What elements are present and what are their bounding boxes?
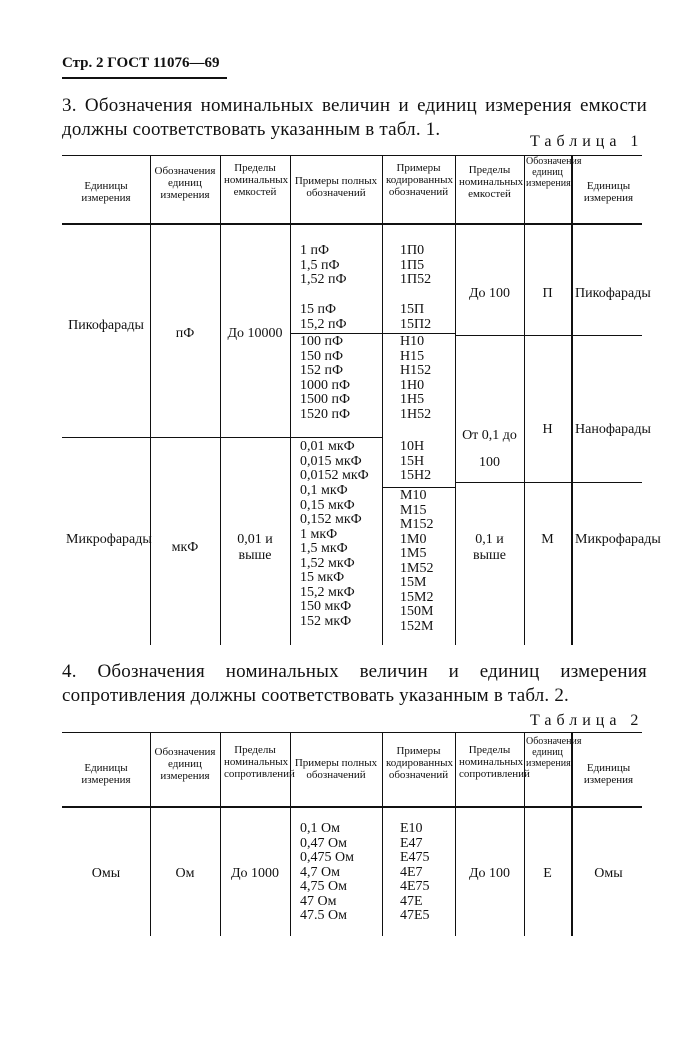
t1-unit-p: Пикофарады (575, 286, 651, 301)
t1-limit-micro: 0,01 и выше (237, 532, 273, 563)
list-item: 47Е5 (400, 908, 430, 923)
list-item: 15П2 (400, 316, 432, 332)
header-rule (62, 77, 227, 79)
list-item: 1000 пФ (300, 377, 351, 393)
t2-unit: Омы (91, 866, 121, 881)
t2-header-symbol: Обозначения единиц измерения (154, 746, 216, 782)
list-item: М15 (400, 502, 427, 518)
list-item: 15М (400, 575, 427, 590)
list-item: 4,7 Ом (300, 864, 340, 880)
table-2-top-rule (62, 732, 642, 733)
t2-unit-2: Омы (594, 866, 623, 881)
t1-header-units-2: Единицы измерения (583, 180, 634, 204)
t2-limit: До 1000 (230, 866, 280, 881)
list-item: 1Н5 (400, 392, 425, 407)
t1-unit-m: Микрофарады (575, 532, 661, 547)
list-item: Е47 (400, 835, 423, 851)
list-item: Е10 (400, 821, 423, 836)
t1-coded-list-p-a (400, 244, 431, 288)
list-item: 47 Ом (300, 893, 337, 909)
t1-header-symbol: Обозначения единиц измерения (154, 165, 216, 201)
list-item: 1,52 пФ (300, 272, 347, 287)
t1-col-line (455, 155, 456, 645)
t1-full-list-micro-a (300, 440, 369, 484)
t2-header-limits: Пределы номинальных сопротивлений (224, 744, 295, 780)
t1-col-line (220, 155, 221, 645)
list-item: 1,52 мкФ (300, 555, 355, 571)
t1-full-list-pico-b (300, 303, 347, 332)
list-item: 1 пФ (300, 243, 330, 258)
list-item: 1М5 (400, 546, 427, 561)
list-item: 152 мкФ (300, 613, 352, 629)
list-item: 15Н2 (400, 468, 432, 483)
t1-col-line (524, 155, 525, 645)
t1-header-code: Обозначения единиц измерения (526, 156, 582, 189)
t1-symbol-pico: пФ (175, 326, 195, 341)
list-item: 1Н52 (400, 406, 432, 422)
t1-unit-n: Нанофарады (575, 422, 651, 437)
table-1-caption: Таблица 1 (530, 133, 644, 150)
list-item: 0,475 Ом (300, 850, 354, 865)
t1-col-line (150, 155, 151, 645)
t2-col-line (220, 732, 221, 936)
list-item: 1,5 мкФ (300, 541, 348, 556)
list-item: 0,15 мкФ (300, 497, 355, 513)
list-item: 15П (400, 302, 425, 317)
list-item: 15Н (400, 453, 425, 469)
list-item: 152 пФ (300, 363, 344, 378)
t2-col-line (571, 732, 573, 936)
list-item: М10 (400, 488, 427, 503)
list-item: 0,1 Ом (300, 821, 340, 836)
list-item: 0,0152 мкФ (300, 468, 369, 483)
t1-coded-list-p-b (400, 303, 431, 332)
t2-coded-list (400, 822, 430, 924)
page-header: Стр. 2 ГОСТ 11076—69 (62, 55, 220, 71)
section-4-text: 4. Обозначения номинальных величин и единиц измерения сопротивления должны соответствовать указанным в табл. 2. (62, 661, 647, 706)
t2-col-line (290, 732, 291, 936)
list-item: 0,152 мкФ (300, 512, 362, 527)
t1-row-rule (455, 335, 642, 336)
t1-col-line (290, 155, 291, 645)
t2-header-units: Единицы измерения (81, 762, 131, 786)
list-item: 1М52 (400, 560, 434, 576)
list-item: 1,5 пФ (300, 257, 340, 273)
t1-full-list-micro-b (300, 484, 362, 629)
t2-header-code: Обозначения единиц измерения (526, 736, 582, 769)
list-item: 4Е75 (400, 879, 430, 894)
t2-header-full-examples: Примеры полных обозначений (294, 757, 378, 781)
list-item: 1П52 (400, 272, 432, 287)
t2-header-coded-examples: Примеры кодированных обозначений (386, 745, 454, 781)
list-item: 15,2 пФ (300, 316, 347, 332)
t2-col-line (524, 732, 525, 936)
list-item: 10Н (400, 439, 425, 454)
list-item: 4Е7 (400, 864, 423, 880)
list-item: 0,1 мкФ (300, 483, 348, 498)
list-item: 47.5 Ом (300, 908, 347, 923)
t1-header-coded-examples: Примеры кодированных обозначений (386, 162, 454, 198)
list-item: М152 (400, 517, 434, 532)
list-item: 15М2 (400, 589, 434, 605)
list-item: 0,47 Ом (300, 835, 347, 851)
t2-limit-2: До 100 (468, 866, 511, 881)
t1-col-line (382, 155, 383, 645)
list-item: 15 мкФ (300, 570, 345, 585)
t1-header-limits-2: Пределы номинальных емкостей (459, 164, 524, 200)
t1-limit-m: 0,1 и выше (472, 532, 506, 563)
list-item: 47Е (400, 893, 423, 909)
list-item: 152М (400, 618, 434, 634)
list-item: 1520 пФ (300, 406, 351, 422)
list-item: 150М (400, 604, 434, 619)
table-1-header-rule (62, 223, 642, 225)
list-item: 0,015 мкФ (300, 453, 362, 469)
list-item: 1П0 (400, 243, 425, 258)
list-item: 150 мкФ (300, 599, 352, 614)
table-2-caption: Таблица 2 (530, 712, 644, 729)
t1-col-line (571, 155, 573, 645)
list-item: Е475 (400, 850, 430, 865)
t1-header-units: Единицы измерения (81, 180, 131, 204)
list-item: Н15 (400, 348, 425, 364)
t2-header-units-2: Единицы измерения (583, 762, 634, 786)
list-item: 150 пФ (300, 348, 344, 364)
t1-code-n: Н (542, 422, 553, 437)
list-item: 100 пФ (300, 334, 344, 349)
list-item: 1П5 (400, 257, 425, 273)
t1-code-p: П (542, 286, 553, 301)
list-item: 4,75 Ом (300, 879, 347, 894)
list-item: 15,2 мкФ (300, 584, 355, 600)
t1-row-rule (62, 437, 382, 438)
t1-row-rule (455, 482, 642, 483)
t1-coded-list-m (400, 489, 433, 634)
list-item: 1500 пФ (300, 392, 351, 407)
list-item: 1М0 (400, 531, 427, 547)
t2-code: Е (543, 866, 552, 881)
list-item: Н152 (400, 363, 432, 378)
t2-symbol: Ом (175, 866, 195, 881)
t1-header-limits: Пределы номинальных емкостей (224, 162, 289, 198)
t1-coded-list-n-a (400, 335, 431, 422)
t1-limit-pico: До 10000 (227, 326, 283, 341)
t1-symbol-micro: мкФ (171, 540, 199, 555)
list-item: 1 мкФ (300, 526, 338, 542)
t2-header-limits-2: Пределы номинальных сопротивлений (459, 744, 530, 780)
t1-coded-list-n-b (400, 440, 431, 484)
section-3-text: 3. Обозначения номинальных величин и единиц измерения емкости должны соответствовать указанным в табл. 1. (62, 95, 647, 140)
t2-col-line (455, 732, 456, 936)
t1-limit-p: До 100 (468, 286, 511, 301)
t2-col-line (382, 732, 383, 936)
list-item: 15 пФ (300, 302, 337, 317)
t1-header-full-examples: Примеры полных обозначений (294, 175, 378, 199)
t1-limit-n: От 0,1 до 100 (462, 428, 517, 470)
t2-col-line (150, 732, 151, 936)
t1-unit-pico: Пикофарады (68, 318, 144, 333)
list-item: 0,01 мкФ (300, 439, 355, 454)
t1-full-list-pico-c (300, 335, 350, 422)
t1-full-list-pico-a (300, 244, 347, 288)
table-2-header-rule (62, 806, 642, 808)
t1-code-m: М (541, 532, 554, 547)
t2-full-list (300, 822, 354, 924)
list-item: Н10 (400, 334, 425, 349)
t1-unit-micro: Микрофарады (66, 532, 152, 547)
list-item: 1Н0 (400, 377, 425, 393)
